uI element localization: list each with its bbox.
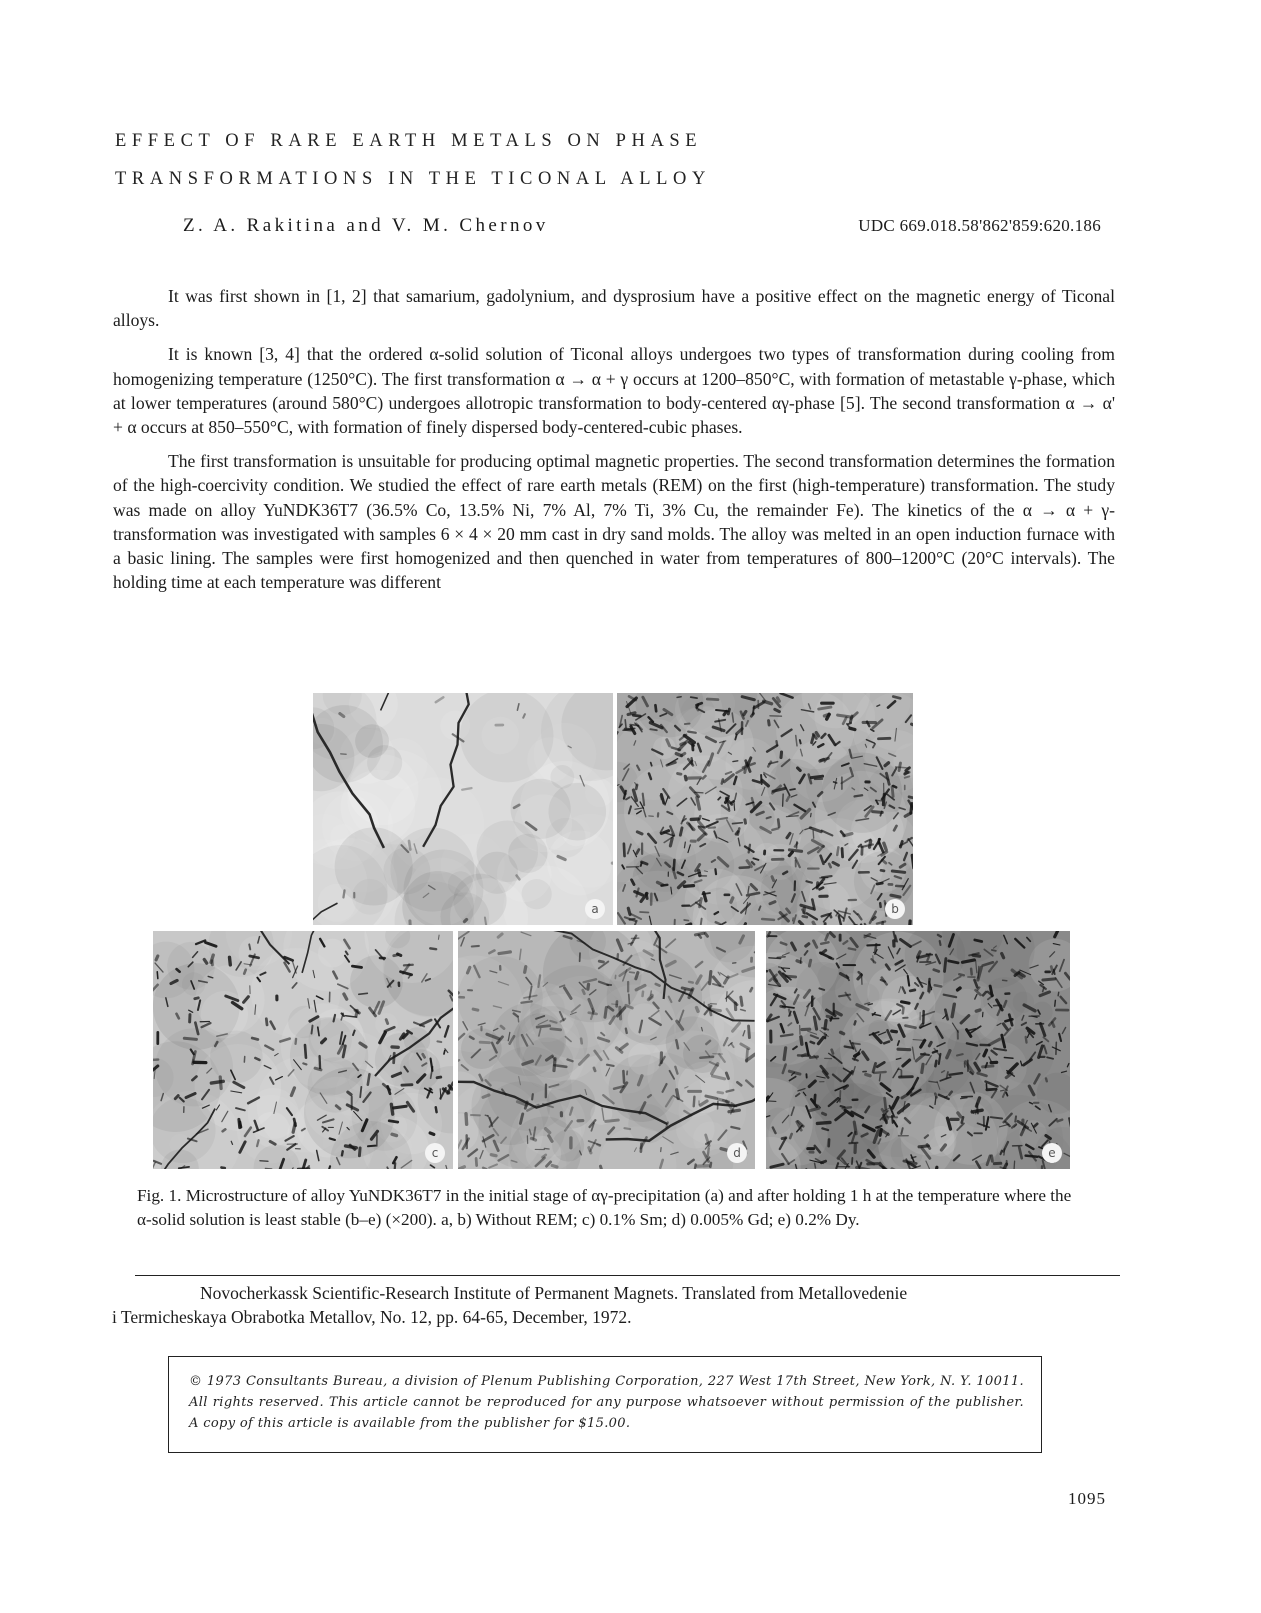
paragraph-1: It was first shown in [1, 2] that samarium, gadolynium, and dysprosium have a positive effect on the magnetic energy of Ticonal alloys.: [113, 286, 1115, 331]
authors: Z. A. Rakitina and V. M. Chernov: [183, 215, 549, 236]
paper-title-line-1: EFFECT OF RARE EARTH METALS ON PHASE: [115, 131, 703, 151]
paragraph-3: The first transformation is unsuitable for producing optimal magnetic properties. The second transformation determines the formation of the high-coercivity condition. We studied the effect of rare earth metals (REM) on the first (high-temperature) transformation. The study was made on alloy YuNDK36T7 (36.5% Co, 13.5% Ni, 7% Al, 7% Ti, 3% Cu, the remainder Fe). The kinetics of the α → α + γ-transformation was investigated with samples 6 × 4 × 20 mm cast in dry sand molds. The alloy was melted in an open induction furnace with a basic lining. The samples were first homogenized and then quenched in water from temperatures of 800–1200°C (20°C intervals). The holding time at each temperature was different: [113, 451, 1115, 593]
figure-caption: Fig. 1. Microstructure of alloy YuNDK36T7 in the initial stage of αγ-precipitation (a) and after holding 1 h at the temperature where the α-solid solution is least stable (b–e) (×200). a, b) Without REM; c) 0.1% Sm; d) 0.005% Gd; e) 0.2% Dy.: [137, 1186, 1072, 1229]
affiliation-footnote: [112, 1281, 1124, 1329]
micrograph-texture: [458, 931, 755, 1169]
panel-label-c: c: [425, 1143, 445, 1163]
micrograph-panel-a: [313, 693, 613, 925]
micrograph-texture: [766, 931, 1070, 1169]
body-text: [113, 284, 1115, 604]
panel-label-a: a: [585, 899, 605, 919]
copyright-box: [168, 1356, 1042, 1453]
micrograph-panel-e: [766, 931, 1070, 1169]
micrograph-panel-c: [153, 931, 453, 1169]
page-number: 1095: [1068, 1489, 1106, 1508]
paragraph-2: It is known [3, 4] that the ordered α-solid solution of Ticonal alloys undergoes two types of transformation during cooling from homogenizing temperature (1250°C). The first transformation α → α + γ occurs at 1200–850°C, with formation of metastable γ-phase, which at lower temperatures (around 580°C) undergoes allotropic transformation to body-centered αγ-phase [5]. The second transformation α → α' + α occurs at 850–550°C, with formation of finely dispersed body-centered-cubic phases.: [113, 344, 1115, 438]
micrograph-texture: [153, 931, 453, 1169]
micrograph-texture: [313, 693, 613, 925]
micrograph-panel-b: [617, 693, 913, 925]
affiliation-line-2: i Termicheskaya Obrabotka Metallov, No. 12, pp. 64-65, December, 1972.: [112, 1307, 632, 1327]
udc-code: UDC 669.018.58'862'859:620.186: [858, 216, 1101, 235]
footnote-rule: [135, 1275, 1120, 1276]
copyright-notice: © 1973 Consultants Bureau, a division of Plenum Publishing Corporation, 227 West 17th Street, New York, N. Y. 10011. All rights reserved. This article cannot be reproduced for any purpose whatsoever without permission of the publisher. A copy of this article is available from the publisher for $15.00.: [189, 1374, 1024, 1431]
panel-label-d: d: [727, 1143, 747, 1163]
micrograph-panel-d: [458, 931, 755, 1169]
micrograph-texture: [617, 693, 913, 925]
paper-title-line-2: TRANSFORMATIONS IN THE TICONAL ALLOY: [115, 169, 711, 189]
panel-label-b: b: [885, 899, 905, 919]
panel-label-e: e: [1042, 1143, 1062, 1163]
affiliation-line-1: Novocherkassk Scientific-Research Institute of Permanent Magnets. Translated from Metallovedenie: [200, 1283, 908, 1303]
